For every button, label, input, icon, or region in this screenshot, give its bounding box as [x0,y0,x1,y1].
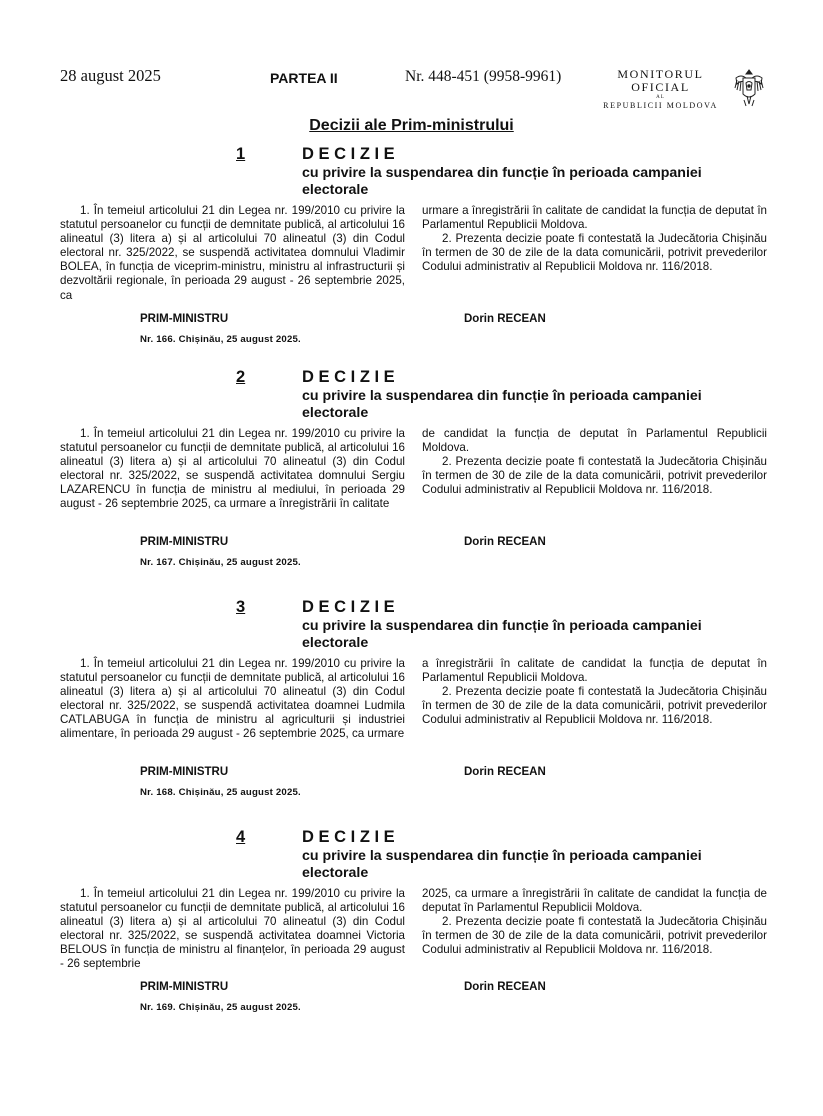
signer-title: PRIM-MINISTRU [140,536,229,548]
coat-of-arms-icon [733,66,765,110]
registration-number: Nr. 167. Chișinău, 25 august 2025. [140,557,301,568]
logo-title: MONITORUL OFICIAL [617,67,704,94]
paragraph-2: 2. Prezenta decizie poate fi contestată la Judecătoria Chișinău în termen de 30 de zile de la data comunicării, potrivit prevederilor Codului administrativ al Republicii Moldova nr. 116/2018. [422,915,767,957]
issue-number: Nr. 448-451 (9958-9961) [405,68,562,85]
paragraph-1: 1. În temeiul articolului 21 din Legea nr. 199/2010 cu privire la statutul persoanelor cu funcții de demnitate publică, al articolului 16 alineatul (3) litera a) și al articolului 70 alineatul (3) din Codul electoral nr. 325/2022, se suspendă activitatea doamnei Ludmila CATLABUGA în funcția de ministru al agriculturii și industriei alimentare, în perioada 29 august - 26 septembrie 2025, ca urmare [60,657,405,741]
paragraph-1-continued: a înregistrării în calitate de candidat la funcția de deputat în Parlamentul Republicii Moldova. [422,657,767,685]
paragraph-2: 2. Prezenta decizie poate fi contestată la Judecătoria Chișinău în termen de 30 de zile de la data comunicării, potrivit prevederilor Codului administrativ al Republicii Moldova nr. 116/2018. [422,232,767,274]
right-column [422,657,767,727]
decision-number: 3 [236,598,246,616]
paragraph-1-continued: de candidat la funcția de deputat în Parlamentul Republicii Moldova. [422,427,767,455]
decision-heading: DECIZIE [302,368,400,386]
logo-connector: AL [656,95,665,100]
left-column [60,887,405,972]
signer-title: PRIM-MINISTRU [140,313,229,325]
paragraph-1-continued: urmare a înregistrării în calitate de candidat la funcția de deputat în Parlamentul Republicii Moldova. [422,204,767,232]
paragraph-1: 1. În temeiul articolului 21 din Legea nr. 199/2010 cu privire la statutul persoanelor cu funcții de demnitate publică, al articolului 16 alineatul (3) litera a) și al articolului 70 alineatul (3) din Codul electoral nr. 325/2022, se suspendă activitatea doamnei Victoria BELOUS în funcția de ministru al finanțelor, în perioada 29 august - 26 septembrie [60,887,405,971]
signer-name: Dorin RECEAN [464,766,546,778]
paragraph-2: 2. Prezenta decizie poate fi contestată la Judecătoria Chișinău în termen de 30 de zile de la data comunicării, potrivit prevederilor Codului administrativ al Republicii Moldova nr. 116/2018. [422,685,767,727]
decision-4 [0,828,823,1048]
left-column [60,427,405,512]
signer-name: Dorin RECEAN [464,313,546,325]
signer-title: PRIM-MINISTRU [140,766,229,778]
decision-number: 4 [236,828,246,846]
registration-number: Nr. 168. Chișinău, 25 august 2025. [140,787,301,798]
decision-1 [0,145,823,365]
signer-name: Dorin RECEAN [464,536,546,548]
paragraph-1: 1. În temeiul articolului 21 din Legea nr. 199/2010 cu privire la statutul persoanelor cu funcții de demnitate publică, al articolului 16 alineatul (3) litera a) și al articolului 70 alineatul (3) din Codul electoral nr. 325/2022, se suspendă activitatea domnului Vladimir BOLEA, în funcția de viceprim-ministru, ministru al infrastructurii și dezvoltării regionale, în perioada 29 august - 26 septembrie 2025, ca [60,204,405,302]
decision-subject: cu privire la suspendarea din funcție în perioada campaniei electorale [302,618,702,651]
decision-subject: cu privire la suspendarea din funcție în perioada campaniei electorale [302,165,702,198]
paragraph-2: 2. Prezenta decizie poate fi contestată la Judecătoria Chișinău în termen de 30 de zile de la data comunicării, potrivit prevederilor Codului administrativ al Republicii Moldova nr. 116/2018. [422,455,767,497]
decision-number: 1 [236,145,246,163]
decision-heading: DECIZIE [302,598,400,616]
logo-subtitle: REPUBLICII MOLDOVA [603,101,718,110]
signer-title: PRIM-MINISTRU [140,981,229,993]
issue-date: 28 august 2025 [60,66,161,85]
paragraph-1-continued: 2025, ca urmare a înregistrării în calitate de candidat la funcția de deputat în Parlamentul Republicii Moldova. [422,887,767,915]
right-column [422,204,767,274]
part-label: PARTEA II [270,70,338,86]
publication-logo [588,68,733,111]
decision-subject: cu privire la suspendarea din funcție în perioada campaniei electorale [302,848,702,881]
page-header [0,0,823,110]
decision-3 [0,598,823,818]
right-column [422,887,767,957]
left-column [60,204,405,303]
decision-heading: DECIZIE [302,828,400,846]
decision-heading: DECIZIE [302,145,400,163]
registration-number: Nr. 166. Chișinău, 25 august 2025. [140,334,301,345]
decision-subject: cu privire la suspendarea din funcție în perioada campaniei electorale [302,388,702,421]
right-column [422,427,767,497]
section-title: Decizii ale Prim-ministrului [309,117,514,134]
registration-number: Nr. 169. Chișinău, 25 august 2025. [140,1002,301,1013]
decision-2 [0,368,823,588]
decision-number: 2 [236,368,246,386]
left-column [60,657,405,742]
signer-name: Dorin RECEAN [464,981,546,993]
paragraph-1: 1. În temeiul articolului 21 din Legea nr. 199/2010 cu privire la statutul persoanelor cu funcții de demnitate publică, al articolului 16 alineatul (3) litera a) și al articolului 70 alineatul (3) din Codul electoral nr. 325/2022, se suspendă activitatea domnului Sergiu LAZARENCU în funcția de ministru al mediului, în perioada 29 august - 26 septembrie 2025, ca urmare a înregistrării în calitate [60,427,405,511]
